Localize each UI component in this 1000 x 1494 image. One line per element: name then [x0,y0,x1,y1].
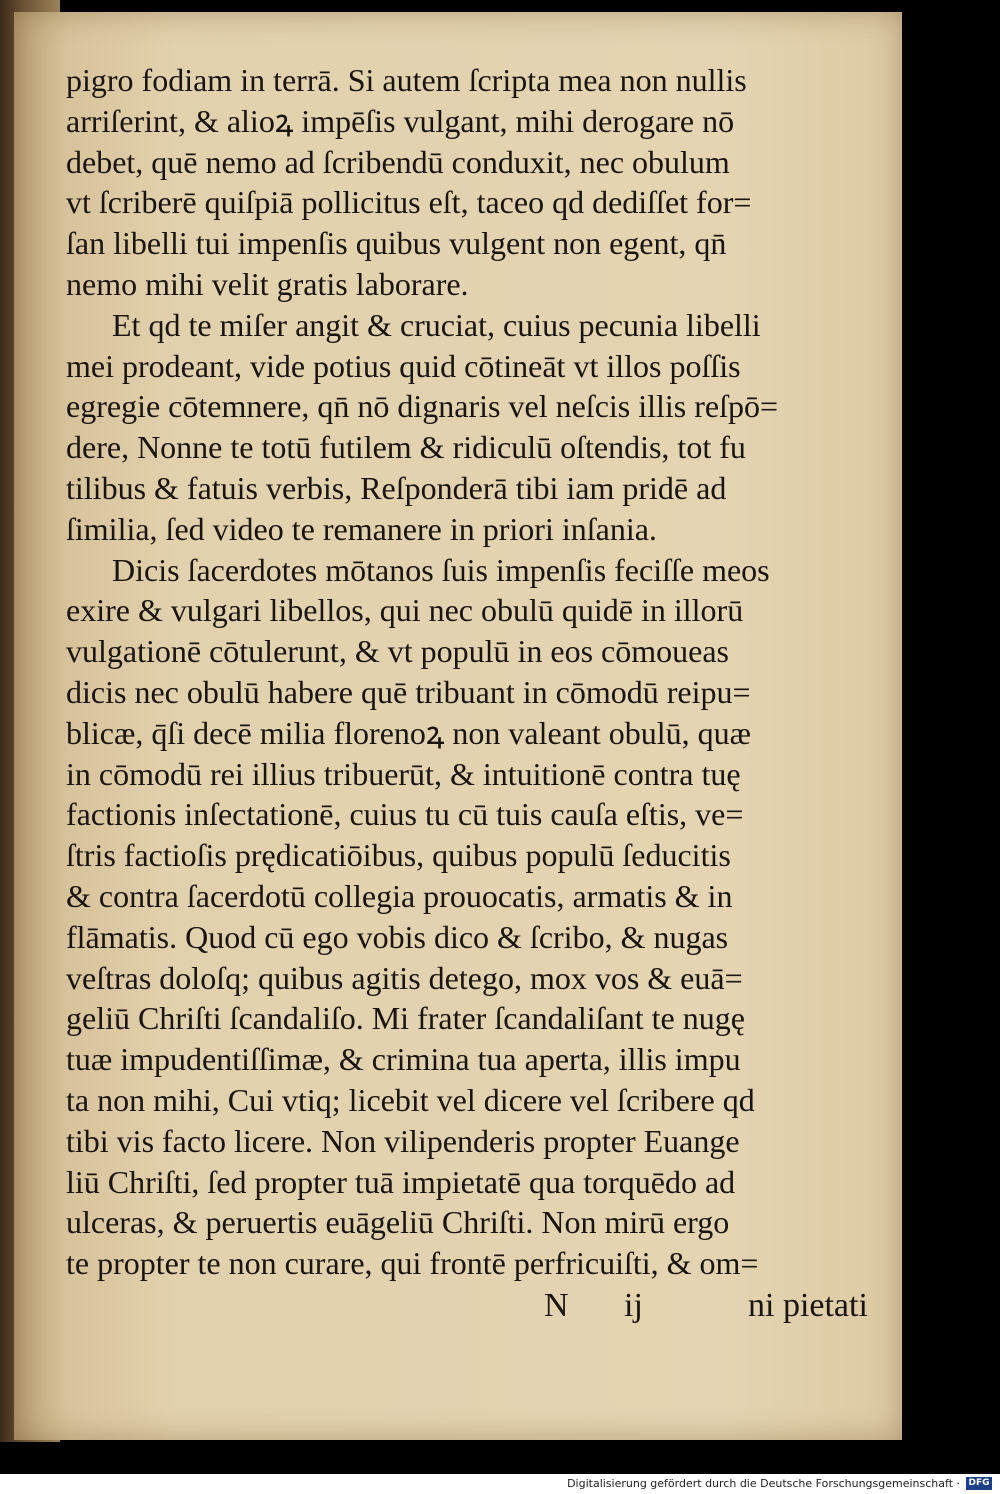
text-line: nemo mihi velit gratis laborare. [66,265,469,302]
digitization-credit: Digitalisierung gefördert durch die Deutsche Forschungsgemeinschaft · [567,1477,960,1490]
signature-line [66,1287,886,1337]
text-line: mei prodeant, vide potius quid cōtineāt vt illos poſſis [66,347,741,384]
text-line: in cōmodū rei illius tribuerūt, & intuitionē contra tuę [66,755,741,792]
text-line: vt ſcriberē quiſpiā pollicitus eſt, taceo qd dediſſet for= [66,184,752,221]
text-line: dicis nec obulū habere quē tribuant in cōmodū reipu= [66,673,751,710]
text-line: vulgationē cōtulerunt, & vt populū in eos cōmoueas [66,633,729,670]
text-line: Dicis ſacerdotes mōtanos ſuis impenſis feciſſe meos [112,551,770,588]
text-line: Et qd te miſer angit & cruciat, cuius pecunia libelli [112,306,761,343]
text-line: ſimilia, ſed video te remanere in priori inſania. [66,510,657,547]
text-line: ſan libelli tui impenſis quibus vulgent non egent, qn̄ [66,225,727,262]
text-line: tuæ impudentiſſimæ, & crimina tua aperta, illis impu [66,1041,741,1078]
text-line: veſtras doloſq; quibus agitis detego, mox vos & euā= [66,959,743,996]
text-line: factionis inſectationē, cuius tu cū tuis cauſa eſtis, ve= [66,796,744,833]
book-page [14,12,902,1440]
signature-number: ij [624,1287,643,1324]
text-line: tibi vis facto licere. Non vilipenderis propter Euange [66,1122,740,1159]
text-line: liū Chriſti, ſed propter tuā impietatē qua torquēdo ad [66,1163,736,1200]
text-line: egregie cōtemnere, qn̄ nō dignaris vel neſcis illis reſpō= [66,388,779,425]
text-line: ſtris factioſis prędicatiōibus, quibus populū ſeducitis [66,837,731,874]
text-line: & contra ſacerdotū collegia prouocatis, armatis & in [66,877,733,914]
text-line: ta non mihi, Cui vtiq; licebit vel dicere vel ſcribere qd [66,1081,755,1118]
text-line: te propter te non curare, qui frontē perfricuiſti, & om= [66,1245,759,1282]
digitization-footer [0,1474,1000,1494]
text-line: pigro fodiam in terrā. Si autem ſcripta mea non nullis [66,62,747,98]
text-line: blicæ, q̄ſi decē milia florenoꝝ non valeant obulū, quæ [66,714,752,751]
catchword: ni pietati [748,1287,868,1324]
text-line: arriſerint, & alioꝝ impēſis vulgant, mihi derogare nō [66,102,735,139]
text-line: tilibus & fatuis verbis, Reſponderā tibi iam pridē ad [66,469,727,506]
text-line: debet, quē nemo ad ſcribendū conduxit, nec obulum [66,143,730,180]
signature-mark: N [544,1287,569,1324]
dfg-logo: DFG [966,1477,992,1490]
text-line: geliū Chriſti ſcandaliſo. Mi frater ſcandaliſant te nugę [66,1000,745,1037]
page-text-block [66,60,896,1284]
text-line: ulceras, & peruertis euāgeliū Chriſti. Non mirū ergo [66,1204,730,1241]
text-line: exire & vulgari libellos, qui nec obulū quidē in illorū [66,592,744,629]
text-line: dere, Nonne te totū futilem & ridiculū oſtendis, tot fu [66,429,746,466]
text-line: flāmatis. Quod cū ego vobis dico & ſcribo, & nugas [66,918,729,955]
